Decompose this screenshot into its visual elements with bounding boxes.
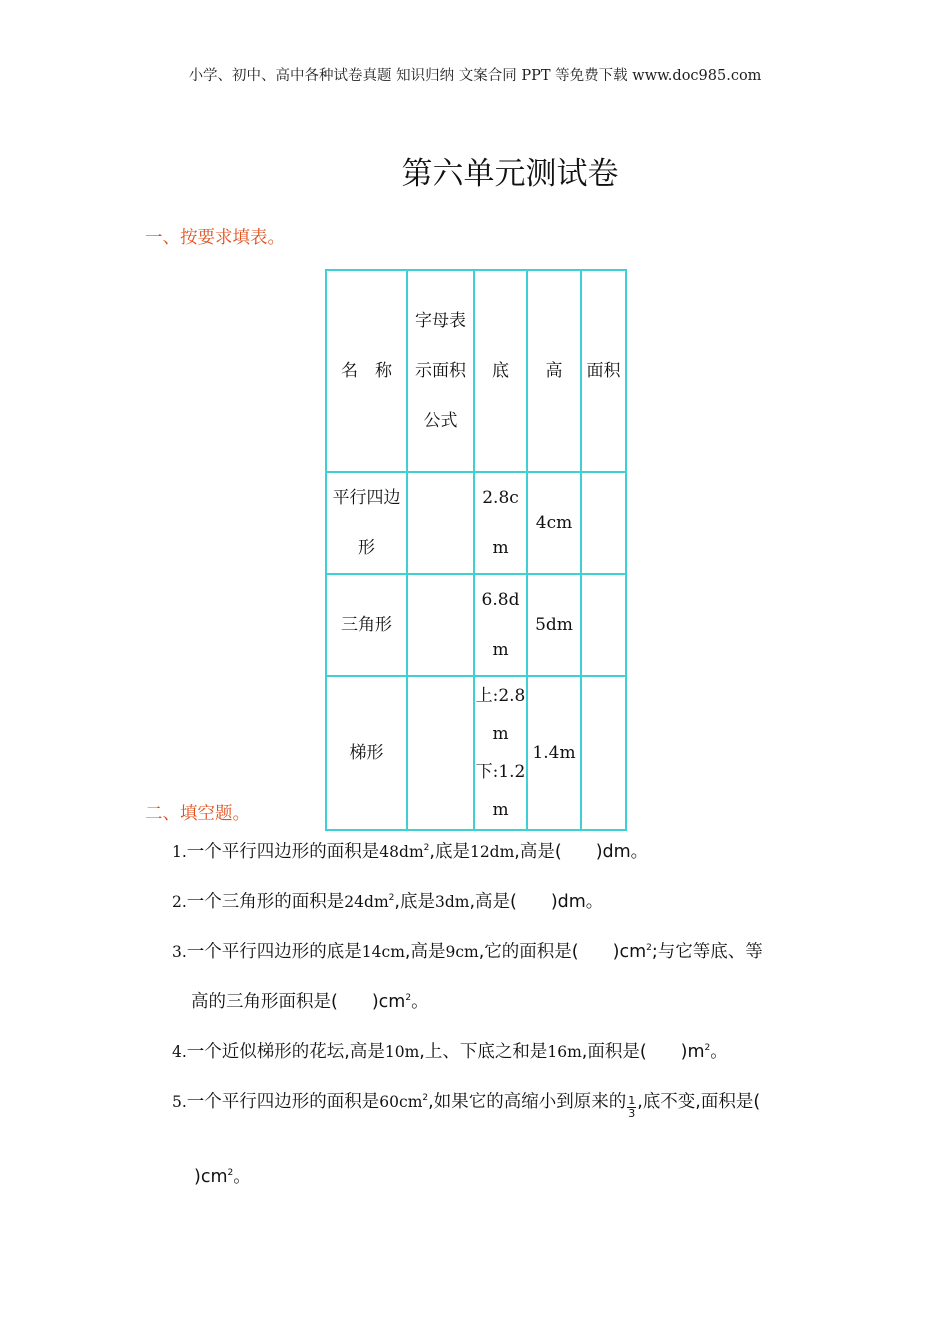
- cell-base: [474, 676, 527, 830]
- cell-area-blank[interactable]: [581, 676, 626, 830]
- cell-formula-blank[interactable]: [407, 472, 474, 574]
- page-header: 小学、初中、高中各种试卷真题 知识归纳 文案合同 PPT 等免费下载 www.doc985.com: [188, 68, 762, 84]
- table-row: [326, 472, 626, 574]
- fill-table: [325, 269, 627, 831]
- section-1-heading: 一、按要求填表。: [145, 228, 285, 248]
- cell-height: 5dm: [527, 574, 581, 676]
- cell-base-bottom: 下:1.2m: [475, 762, 526, 820]
- question-3: 3.一个平行四边形的底是14cm,高是9cm,它的面积是( )$cm^2$;与它等底、等: [172, 942, 763, 962]
- cell-height: 4cm: [527, 472, 581, 574]
- question-5: 5.一个平行四边形的面积是$60cm^2$,如果它的高缩小到原来的 $\frac{1}{3}$ ,底不变,面积是(: [172, 1092, 761, 1120]
- cell-area-blank[interactable]: [581, 472, 626, 574]
- table-row: [326, 574, 626, 676]
- cell-base: 2.8cm: [474, 472, 527, 574]
- cell-formula-blank[interactable]: [407, 574, 474, 676]
- header-name: 名 称: [326, 270, 407, 472]
- table-header-row: [326, 270, 626, 472]
- cell-area-blank[interactable]: [581, 574, 626, 676]
- cell-base: 6.8dm: [474, 574, 527, 676]
- page-title: 第六单元测试卷: [401, 156, 619, 192]
- question-2: 2.一个三角形的面积是$24dm^2$,底是3dm,高是( )dm。: [172, 892, 604, 912]
- question-5-line-2: )$cm^2$。: [194, 1167, 251, 1187]
- header-area: 面积: [581, 270, 626, 472]
- cell-shape-name: 三角形: [326, 574, 407, 676]
- fraction-one-third: $\frac{1}{3}$: [628, 1094, 636, 1120]
- question-1: 1.一个平行四边形的面积是$48dm^2$,底是12dm,高是( )dm。: [172, 842, 649, 862]
- question-3-line-2: 高的三角形面积是( )$cm^2$。: [191, 992, 429, 1012]
- cell-formula-blank[interactable]: [407, 676, 474, 830]
- question-4: 4.一个近似梯形的花坛,高是10m,上、下底之和是16m,面积是( )$m^2$。: [172, 1042, 728, 1062]
- header-base: 底: [474, 270, 527, 472]
- section-2-heading: 二、填空题。: [145, 804, 250, 824]
- header-formula: 字母表示面积公式: [407, 270, 474, 472]
- cell-shape-name: 平行四边形: [326, 472, 407, 574]
- cell-base-top: 上:2.8m: [475, 686, 526, 744]
- cell-shape-name: 梯形: [326, 676, 407, 830]
- header-height: 高: [527, 270, 581, 472]
- table-row: [326, 676, 626, 830]
- cell-height: 1.4m: [527, 676, 581, 830]
